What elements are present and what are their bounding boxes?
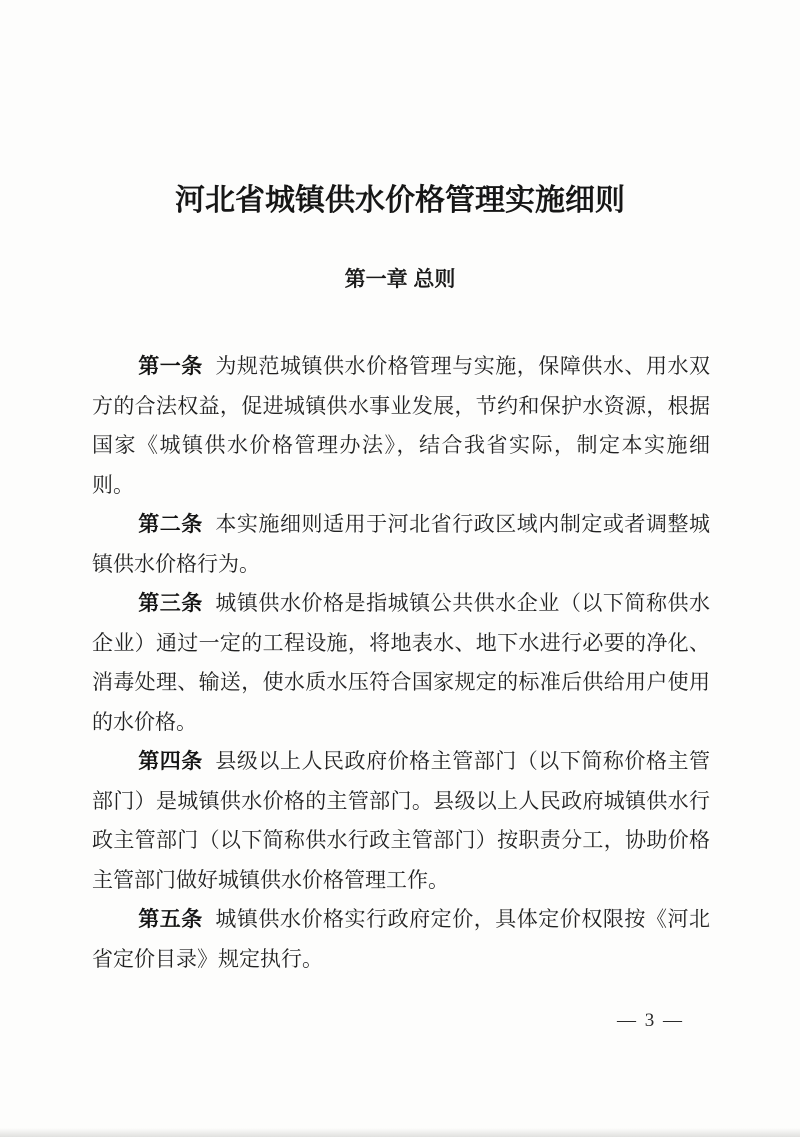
article-text-5: 城镇供水价格实行政府定价，具体定价权限按《河北省定价目录》规定执行。 bbox=[92, 907, 711, 971]
article-text-2: 本实施细则适用于河北省行政区域内制定或者调整城镇供水价格行为。 bbox=[92, 512, 711, 576]
article-paragraph-4 bbox=[92, 742, 710, 900]
article-paragraph-3 bbox=[92, 584, 710, 742]
article-text-1: 为规范城镇供水价格管理与实施，保障供水、用水双方的合法权益，促进城镇供水事业发展，节约和保护水资源，根据国家《城镇供水价格管理办法》，结合我省实际，制定本实施细则。 bbox=[92, 354, 711, 497]
article-label-2: 第二条 bbox=[138, 513, 203, 536]
article-paragraph-1 bbox=[92, 347, 710, 505]
article-text-3: 城镇供水价格是指城镇公共供水企业（以下简称供水企业）通过一定的工程设施，将地表水、地下水进行必要的净化、消毒处理、输送，使水质水压符合国家规定的标准后供给用户使用的水价格。 bbox=[92, 591, 711, 734]
article-label-5: 第五条 bbox=[138, 908, 203, 931]
page-number: — 3 — bbox=[617, 1010, 684, 1031]
article-text-4: 县级以上人民政府价格主管部门（以下简称价格主管部门）是城镇供水价格的主管部门。县级以上人民政府城镇供水行政主管部门（以下简称供水行政主管部门）按职责分工，协助价格主管部门做好城镇供水价格管理工作。 bbox=[92, 749, 711, 892]
chapter-heading: 第一章 总则 bbox=[344, 268, 456, 291]
document-body bbox=[92, 347, 710, 979]
scan-bottom-edge-artifact bbox=[0, 1128, 800, 1137]
article-label-3: 第三条 bbox=[138, 592, 203, 615]
article-label-1: 第一条 bbox=[138, 355, 203, 378]
article-paragraph-5 bbox=[92, 900, 710, 979]
document-title: 河北省城镇供水价格管理实施细则 bbox=[175, 184, 625, 217]
article-label-4: 第四条 bbox=[138, 750, 203, 773]
article-paragraph-2 bbox=[92, 505, 710, 584]
